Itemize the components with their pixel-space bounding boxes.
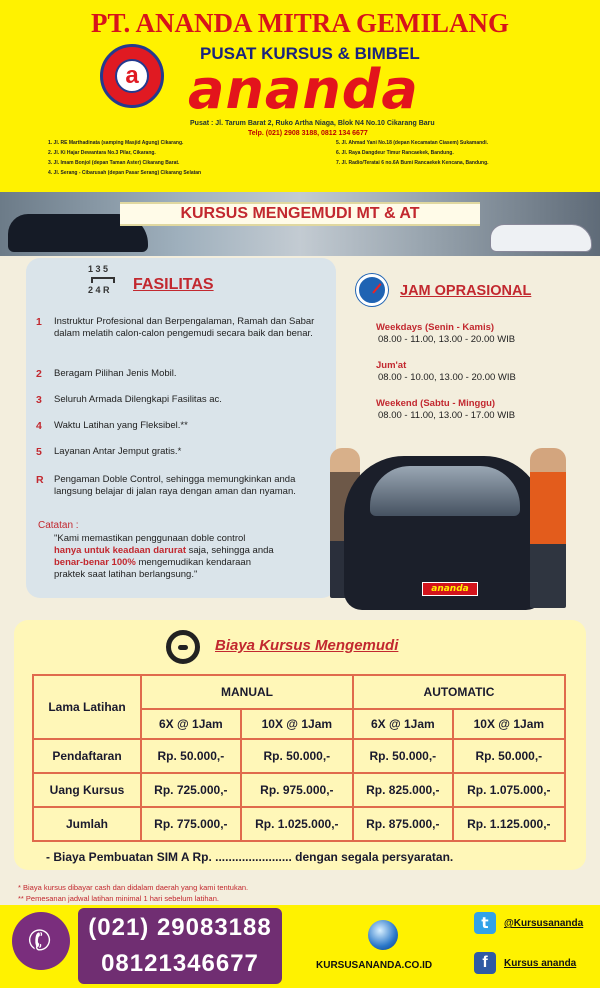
price-cell: Rp. 1.075.000,- (453, 773, 565, 807)
catatan-line (54, 557, 324, 569)
fasilitas-text: Instruktur Profesional dan Berpengalaman, Ramah dan Sabar dalam melatih calon-calon pengemudi secara baik dan benar. (54, 316, 315, 339)
row-label: Jumlah (33, 807, 141, 841)
facebook-link[interactable]: Kursus ananda (504, 958, 577, 969)
footnote: * Biaya kursus dibayar cash dan didalam daerah yang kami tentukan. (18, 883, 249, 892)
price-cell: Rp. 1.025.000,- (241, 807, 353, 841)
website-link[interactable]: KURSUSANANDA.CO.ID (316, 960, 433, 971)
company-name: PT. ANANDA MITRA GEMILANG (90, 8, 510, 38)
fasilitas-text: Seluruh Armada Dilengkapi Fasilitas ac. (54, 394, 222, 405)
catatan-line: "Kami memastikan penggunaan doble control (54, 533, 246, 544)
phone-number-2[interactable]: 08121346677 (101, 950, 259, 977)
fasilitas-text: Waktu Latihan yang Fleksibel.** (54, 420, 188, 431)
fasilitas-title: FASILITAS (133, 276, 214, 293)
price-cell: Rp. 975.000,- (241, 773, 353, 807)
twitter-icon[interactable]: t (474, 912, 496, 934)
subheader-10x: 10X @ 1Jam (453, 709, 565, 739)
speedometer-icon (356, 274, 388, 306)
phone-icon: ✆ (12, 912, 70, 970)
schedule-time: 08.00 - 11.00, 13.00 - 17.00 WIB (378, 410, 516, 421)
globe-icon (368, 920, 398, 950)
brand-wordmark: ananda (188, 58, 419, 121)
branch-item: 6. Jl. Raya Dangdeur Timur Rancaekek, Bandung. (336, 150, 454, 156)
row-label: Pendaftaran (33, 739, 141, 773)
branch-item: 5. Jl. Ahmad Yani No.18 (depan Kecamatan Ciasem) Sukamandi. (336, 140, 488, 146)
logo (100, 44, 164, 108)
fasilitas-number: 5 (36, 446, 42, 458)
header-lama-latihan: Lama Latihan (33, 675, 141, 739)
catatan-highlight: benar-benar 100% (54, 557, 136, 568)
catatan-line (54, 545, 324, 557)
fasilitas-text: Pengaman Doble Control, sehingga memungkinkan anda langsung belajar di jalan raya dengan aman dan nyaman. (54, 474, 296, 497)
price-cell: Rp. 50.000,- (141, 739, 241, 773)
fasilitas-number: 3 (36, 394, 42, 406)
price-cell: Rp. 50.000,- (453, 739, 565, 773)
table-row (33, 739, 565, 773)
fasilitas-text: Layanan Antar Jemput gratis.* (54, 446, 182, 457)
catatan-text (54, 533, 324, 581)
subheader-10x: 10X @ 1Jam (241, 709, 353, 739)
jam-title: JAM OPRASIONAL (400, 283, 532, 299)
schedule-time: 08.00 - 11.00, 13.00 - 20.00 WIB (378, 334, 516, 345)
price-cell: Rp. 825.000,- (353, 773, 453, 807)
fasilitas-number: 2 (36, 368, 42, 380)
fasilitas-item (36, 368, 326, 380)
fasilitas-item (36, 316, 326, 340)
price-cell: Rp. 50.000,- (353, 739, 453, 773)
header-automatic: AUTOMATIC (353, 675, 565, 709)
fasilitas-item (36, 474, 326, 498)
branch-item: 3. Jl. Imam Bonjol (depan Taman Aster) Cikarang Barat. (48, 160, 180, 166)
header-phone: Telp. (021) 2908 3188, 0812 134 6677 (248, 130, 368, 137)
sim-line: - Biaya Pembuatan SIM A Rp. ....................... dengan segala persyaratan. (46, 850, 454, 864)
row-label: Uang Kursus (33, 773, 141, 807)
biaya-title: Biaya Kursus Mengemudi (215, 637, 399, 654)
fasilitas-number: R (36, 474, 44, 486)
logo-letter: a (115, 59, 149, 93)
subheader-6x: 6X @ 1Jam (353, 709, 453, 739)
fasilitas-text: Beragam Pilihan Jenis Mobil. (54, 368, 177, 379)
schedule-time: 08.00 - 10.00, 13.00 - 20.00 WIB (378, 372, 516, 383)
price-cell: Rp. 50.000,- (241, 739, 353, 773)
branch-item: 4. Jl. Serang - Cibarusah (depan Pasar Serang) Cikarang Selatan (48, 170, 202, 176)
schedule-day: Jum'at (376, 360, 407, 371)
fasilitas-item (36, 446, 326, 458)
phone-number-1[interactable]: (021) 29083188 (88, 914, 272, 941)
catatan-highlight: hanya untuk keadaan darurat (54, 545, 186, 556)
address: Pusat : Jl. Tarum Barat 2, Ruko Artha Niaga, Blok N4 No.10 Cikarang Baru (190, 120, 435, 127)
steering-wheel-icon (166, 630, 200, 664)
fasilitas-number: 4 (36, 420, 42, 432)
price-table (32, 674, 566, 842)
banner-title: KURSUS MENGEMUDI MT & AT (180, 205, 420, 222)
facebook-icon[interactable]: f (474, 952, 496, 974)
twitter-link[interactable]: @Kursusananda (504, 918, 584, 929)
price-cell: Rp. 875.000,- (353, 807, 453, 841)
branch-item: 2. Jl. Ki Hajar Dewantara No.3 Pilar, Cikarang. (48, 150, 156, 156)
price-cell: Rp. 725.000,- (141, 773, 241, 807)
gear-bottom-numbers: 2 4 R (88, 285, 110, 295)
footnote: ** Pemesanan jadwal latihan minimal 1 hari sebelum latihan. (18, 894, 219, 903)
instructor-male (530, 448, 566, 608)
car-windshield (370, 466, 520, 516)
fasilitas-item (36, 394, 326, 406)
schedule-day: Weekdays (Senin - Kamis) (376, 322, 495, 333)
fasilitas-number: 1 (36, 316, 42, 328)
subheader-6x: 6X @ 1Jam (141, 709, 241, 739)
subtitle: PUSAT KURSUS & BIMBEL (200, 44, 420, 63)
catatan-segment: saja, sehingga anda (185, 545, 274, 556)
price-cell: Rp. 775.000,- (141, 807, 241, 841)
gear-shift-icon (88, 262, 118, 298)
table-row (33, 807, 565, 841)
schedule-day: Weekend (Sabtu - Minggu) (376, 398, 496, 409)
car-plate: ananda (422, 582, 478, 596)
branch-item: 7. Jl. Radio/Teratai 6 no.6A Bumi Rancaekek Kencana, Bandung. (336, 160, 489, 166)
catatan-segment: mengemudikan kendaraan (135, 557, 251, 568)
branch-item: 1. Jl. RE Marthadinata (samping Masjid Agung) Cikarang. (48, 140, 184, 146)
table-row (33, 773, 565, 807)
catatan-label: Catatan : (38, 520, 79, 531)
fasilitas-item (36, 420, 326, 432)
price-cell: Rp. 1.125.000,- (453, 807, 565, 841)
catatan-line: praktek saat latihan berlangsung." (54, 569, 198, 580)
banner-car-right (490, 224, 592, 252)
gear-top-numbers: 1 3 5 (88, 264, 109, 274)
header-manual: MANUAL (141, 675, 353, 709)
